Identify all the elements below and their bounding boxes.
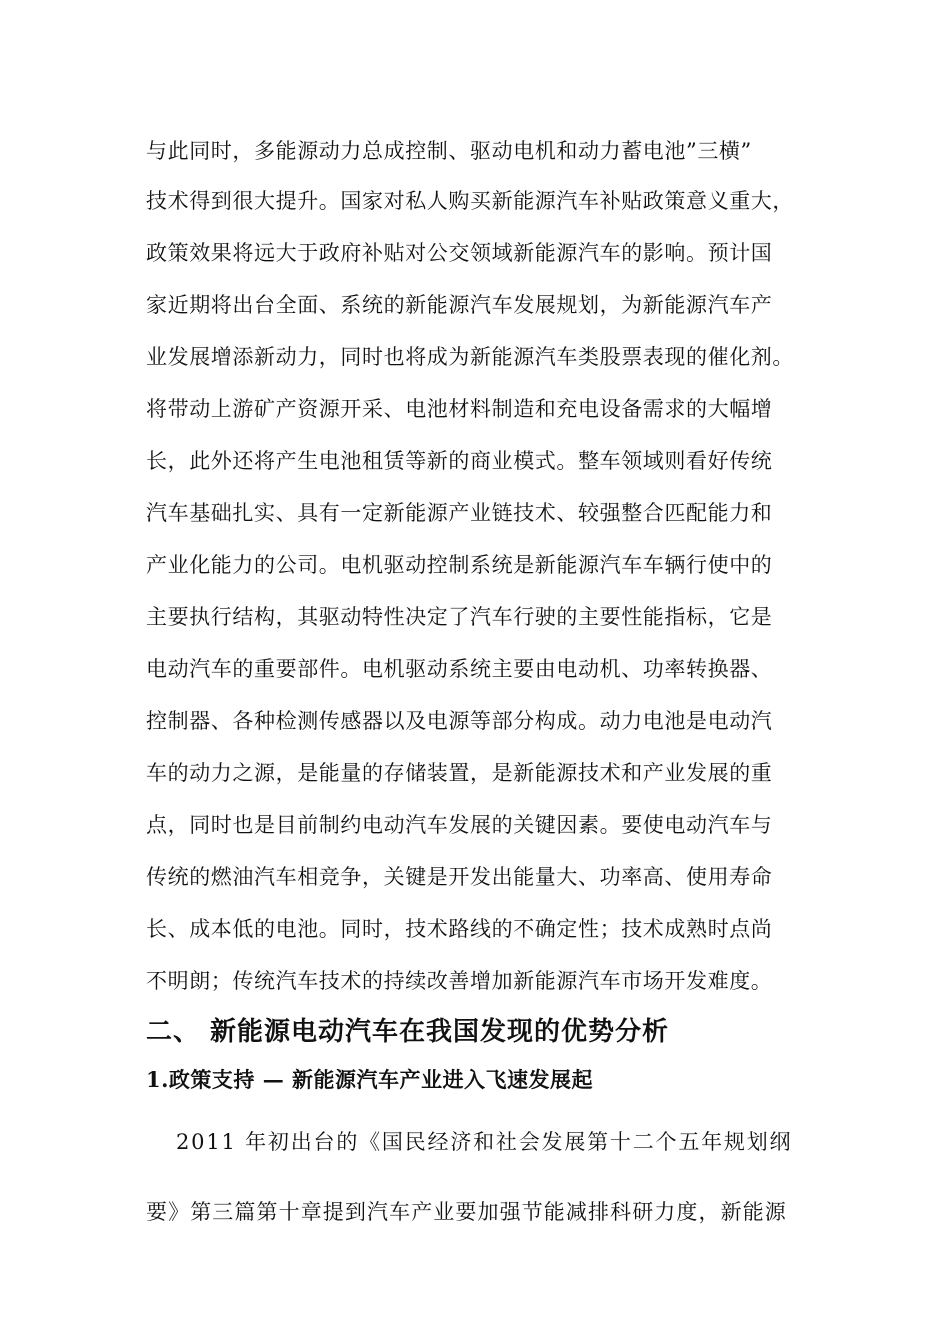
paragraph-line: 长，此外还将产生电池租赁等新的商业模式。整车领域则看好传统 xyxy=(146,449,773,473)
paragraph-line: 业发展增添新动力，同时也将成为新能源汽车类股票表现的催化剂。 xyxy=(146,345,794,369)
subsection-heading: 1.政策支持 — 新能源汽车产业进入飞速发展起 xyxy=(146,1067,594,1092)
paragraph-line: 将带动上游矿产资源开采、电池材料制造和充电设备需求的大幅增 xyxy=(146,397,773,421)
paragraph-line: 车的动力之源，是能量的存储装置，是新能源技术和产业发展的重 xyxy=(146,761,773,785)
paragraph-line: 控制器、各种检测传感器以及电源等部分构成。动力电池是电动汽 xyxy=(146,709,773,733)
paragraph-line: 长、成本低的电池。同时，技术路线的不确定性；技术成熟时点尚 xyxy=(146,917,773,941)
paragraph-line: 与此同时，多能源动力总成控制、驱动电机和动力蓄电池”三横” xyxy=(146,139,752,163)
paragraph-line: 要》第三篇第十章提到汽车产业要加强节能减排科研力度，新能源 xyxy=(146,1200,787,1224)
paragraph-line: 传统的燃油汽车相竞争，关键是开发出能量大、功率高、使用寿命 xyxy=(146,865,773,889)
paragraph-line: 产业化能力的公司。电机驱动控制系统是新能源汽车车辆行使中的 xyxy=(146,553,773,577)
section-heading: 二、 新能源电动汽车在我国发现的优势分析 xyxy=(146,1017,670,1047)
paragraph-line: 电动汽车的重要部件。电机驱动系统主要由电动机、功率转换器、 xyxy=(146,657,773,681)
paragraph-line: 汽车基础扎实、具有一定新能源产业链技术、较强整合匹配能力和 xyxy=(146,501,773,525)
paragraph-line: 技术得到很大提升。国家对私人购买新能源汽车补贴政策意义重大， xyxy=(146,189,794,213)
paragraph-line: 家近期将出台全面、系统的新能源汽车发展规划，为新能源汽车产 xyxy=(146,293,773,317)
paragraph-line: 点，同时也是目前制约电动汽车发展的关键因素。要使电动汽车与 xyxy=(146,813,773,837)
paragraph-line: 政策效果将远大于政府补贴对公交领域新能源汽车的影响。预计国 xyxy=(146,241,773,265)
paragraph-line: 不明朗；传统汽车技术的持续改善增加新能源汽车市场开发难度。 xyxy=(146,969,773,993)
paragraph-line: 2011 年初出台的《国民经济和社会发展第十二个五年规划纲 xyxy=(176,1130,793,1154)
paragraph-line: 主要执行结构，其驱动特性决定了汽车行驶的主要性能指标，它是 xyxy=(146,605,773,629)
